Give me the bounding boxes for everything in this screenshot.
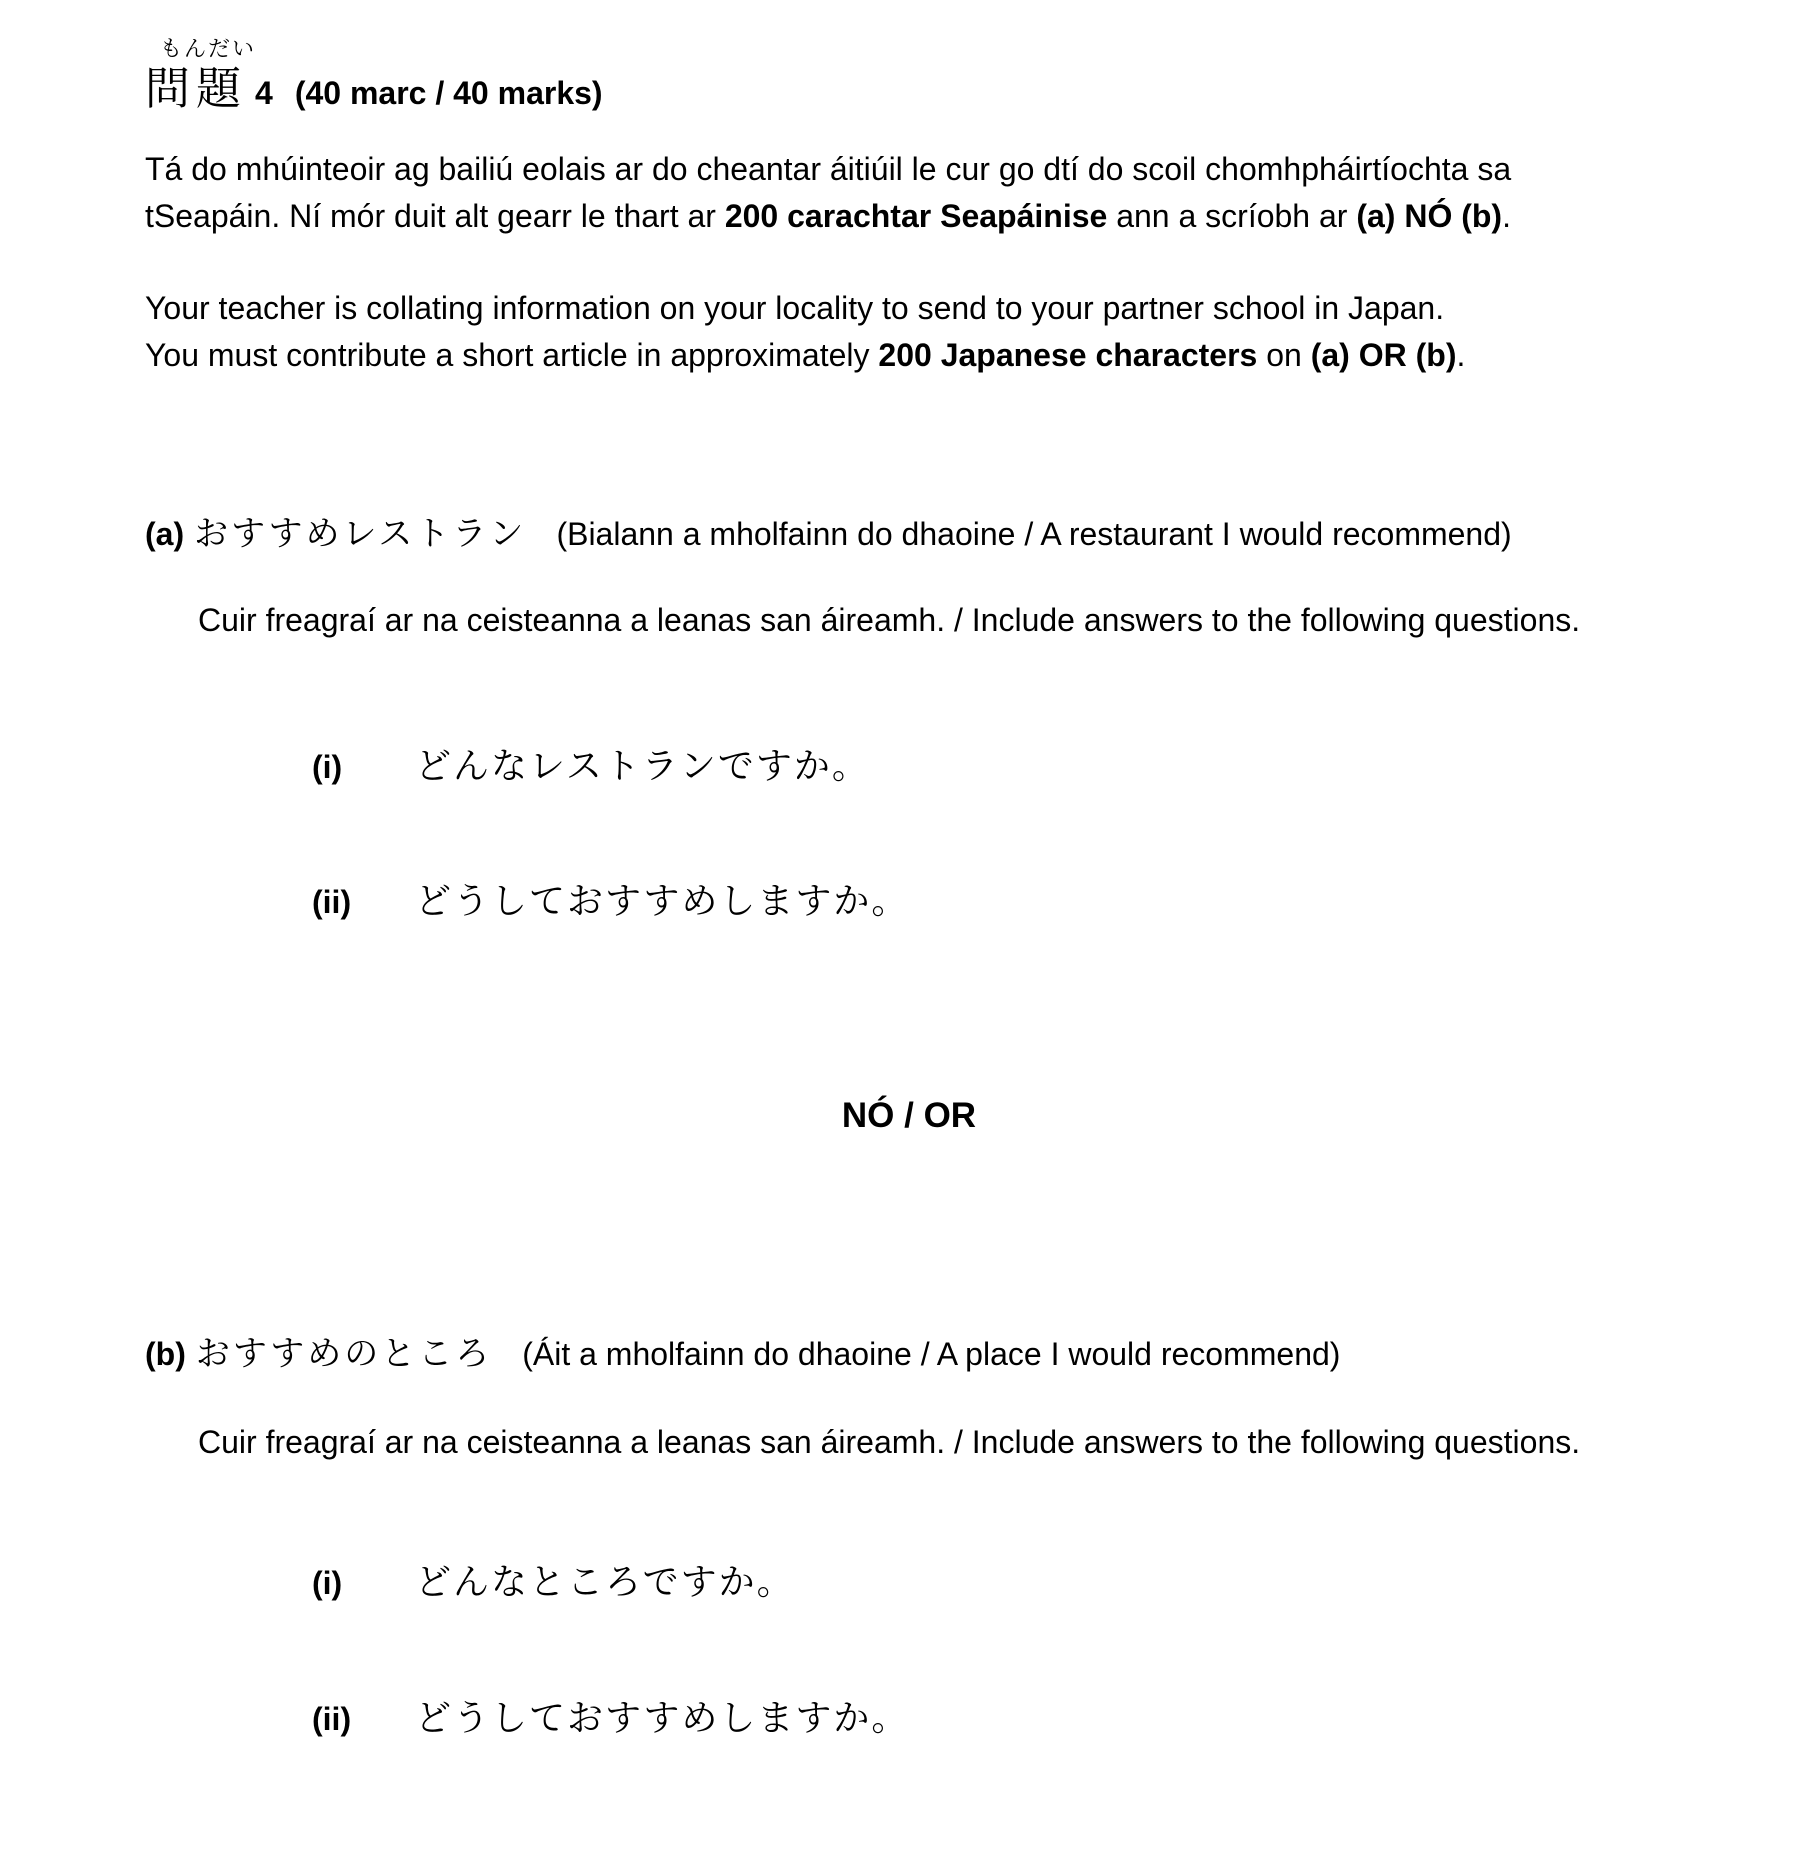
section-b-marker: (b) — [145, 1336, 186, 1372]
question-a-ii — [312, 873, 909, 924]
title-furigana: もんだい — [160, 37, 257, 62]
english-bold-characters: 200 Japanese characters — [878, 337, 1258, 373]
question-number: 4 — [255, 75, 273, 111]
question-b-i — [312, 1554, 795, 1605]
section-b-heading — [145, 1326, 1340, 1375]
section-a-heading — [145, 506, 1512, 555]
question-a-i-text: どんなレストランですか。 — [415, 746, 870, 787]
question-b-ii — [312, 1690, 909, 1741]
question-b-ii-marker: (ii) — [312, 1701, 352, 1737]
section-a-translation: (Bialann a mholfainn do dhaoine / A restaurant I would recommend) — [556, 516, 1512, 552]
irish-bold-options: (a) NÓ (b) — [1356, 198, 1503, 234]
question-a-ii-text: どうしておすすめしますか。 — [415, 881, 910, 922]
irish-line-1: Tá do mhúinteoir ag bailiú eolais ar do cheantar áitiúil le cur go dtí do scoil chomhpháirtíochta sa — [145, 151, 1512, 187]
section-a-instruction: Cuir freagraí ar na ceisteanna a leanas san áireamh. / Include answers to the following questions. — [198, 602, 1581, 638]
marks-label: (40 marc / 40 marks) — [294, 75, 603, 111]
irish-bold-characters: 200 carachtar Seapáinise — [724, 198, 1108, 234]
title-kanji: 問題 — [145, 62, 248, 115]
or-divider: NÓ / OR — [841, 1096, 977, 1135]
question-b-i-text: どんなところですか。 — [415, 1562, 795, 1603]
section-b-translation: (Áit a mholfainn do dhaoine / A place I would recommend) — [522, 1336, 1341, 1372]
question-a-i-marker: (i) — [312, 749, 343, 785]
question-b-ii-text: どうしておすすめしますか。 — [415, 1698, 910, 1739]
section-a-marker: (a) — [145, 516, 185, 552]
section-a-japanese-title: おすすめレストラン — [194, 514, 527, 554]
english-line-1: Your teacher is collating information on your locality to send to your partner school in Japan. — [145, 290, 1445, 326]
english-line-2: You must contribute a short article in approximately 200 Japanese characters on (a) OR (b). — [145, 337, 1466, 373]
section-b-japanese-title: おすすめのところ — [195, 1334, 493, 1374]
question-a-i — [312, 738, 870, 789]
irish-line-2: tSeapáin. Ní mór duit alt gearr le thart ar 200 carachtar Seapáinise ann a scríobh ar (a) NÓ (b). — [145, 198, 1511, 234]
question-a-ii-marker: (ii) — [312, 884, 352, 920]
question-title — [145, 52, 603, 117]
english-bold-options: (a) OR (b) — [1310, 337, 1457, 373]
intro-paragraph-irish — [145, 146, 1511, 240]
intro-paragraph-english — [145, 285, 1465, 379]
section-b-instruction: Cuir freagraí ar na ceisteanna a leanas san áireamh. / Include answers to the following questions. — [198, 1424, 1581, 1460]
question-b-i-marker: (i) — [312, 1565, 343, 1601]
